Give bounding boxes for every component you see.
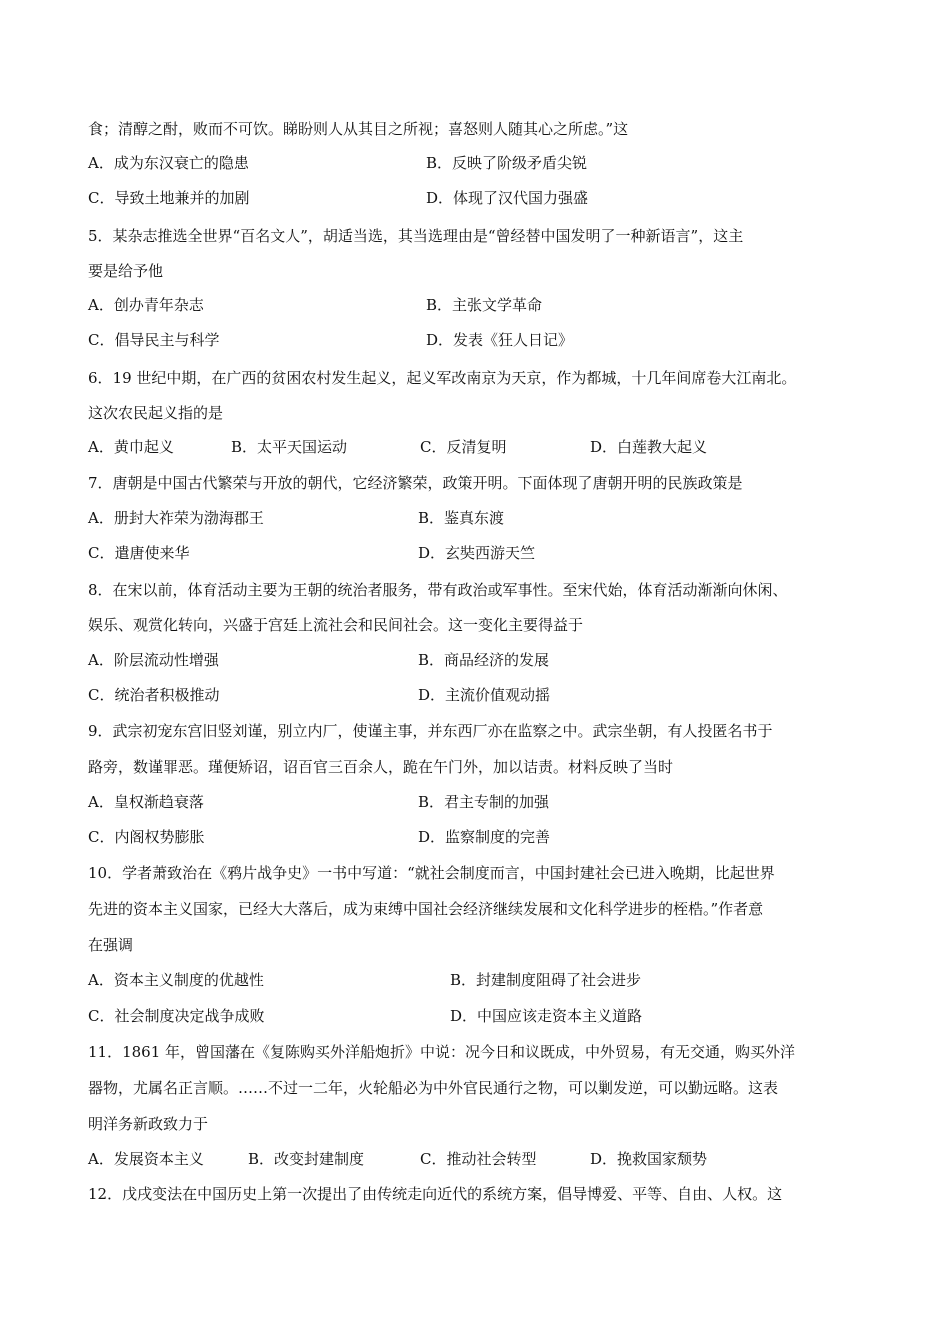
q6-stem-line1: 6．19 世纪中期，在广西的贫困农村发生起义，起义军改南京为天京，作为都城，十几年间席卷大江南北。 bbox=[88, 369, 797, 387]
q4-stem-continuation: 食；清醇之酎，败而不可饮。睇盼则人从其目之所视；喜怒则人随其心之所虑。”这 bbox=[88, 120, 629, 138]
q4-option-c: C．导致土地兼并的加剧 bbox=[88, 189, 250, 207]
q9-option-b: B．君主专制的加强 bbox=[418, 793, 550, 811]
q6-option-a: A．黄巾起义 bbox=[88, 438, 174, 456]
q5-option-a: A．创办青年杂志 bbox=[88, 296, 204, 314]
q9-option-c: C．内阁权势膨胀 bbox=[88, 828, 205, 846]
q11-option-c: C．推动社会转型 bbox=[420, 1150, 537, 1168]
q5-option-b: B．主张文学革命 bbox=[426, 296, 543, 314]
q6-stem-line2: 这次农民起义指的是 bbox=[88, 404, 224, 422]
q5-stem-line2: 要是给予他 bbox=[88, 262, 164, 280]
q8-stem-line1: 8．在宋以前，体育活动主要为王朝的统治者服务，带有政治或军事性。至宋代始，体育活动渐渐向休闲、 bbox=[88, 581, 788, 599]
q12-stem-line1: 12．戊戌变法在中国历史上第一次提出了由传统走向近代的系统方案，倡导博爱、平等、自由、人权。这 bbox=[88, 1185, 783, 1203]
q9-stem-line1: 9．武宗初宠东宫旧竖刘谨，别立内厂，使谨主事，并东西厂亦在监察之中。武宗坐朝，有人投匿名书于 bbox=[88, 722, 773, 740]
q8-option-d: D．主流价值观动摇 bbox=[418, 686, 551, 704]
q7-option-a: A．册封大祚荣为渤海郡王 bbox=[88, 509, 264, 527]
q10-stem-line1: 10．学者萧致治在《鸦片战争史》一书中写道：“就社会制度而言，中国封建社会已进入晚期，比起世界 bbox=[88, 864, 775, 882]
q10-option-a: A．资本主义制度的优越性 bbox=[88, 971, 264, 989]
q7-option-d: D．玄奘西游天竺 bbox=[418, 544, 536, 562]
q6-option-d: D．白莲教大起义 bbox=[590, 438, 708, 456]
q10-option-b: B．封建制度阻碍了社会进步 bbox=[450, 971, 642, 989]
q5-option-c: C．倡导民主与科学 bbox=[88, 331, 220, 349]
q6-option-c: C．反清复明 bbox=[420, 438, 507, 456]
q8-stem-line2: 娱乐、观赏化转向，兴盛于宫廷上流社会和民间社会。这一变化主要得益于 bbox=[88, 616, 584, 634]
q11-option-b: B．改变封建制度 bbox=[248, 1150, 365, 1168]
q10-stem-line2: 先进的资本主义国家，已经大大落后，成为束缚中国社会经济继续发展和文化科学进步的桎梏。”作者意 bbox=[88, 900, 764, 918]
q11-stem-line2: 器物，尤属名正言顺。……不过一二年，火轮船必为中外官民通行之物，可以剿发逆，可以勤远略。这表 bbox=[88, 1079, 779, 1097]
q8-option-c: C．统治者积极推动 bbox=[88, 686, 220, 704]
q5-option-d: D．发表《狂人日记》 bbox=[426, 331, 574, 349]
q4-option-a: A．成为东汉衰亡的隐患 bbox=[88, 154, 249, 172]
q6-option-b: B．太平天国运动 bbox=[231, 438, 348, 456]
q9-stem-line2: 路旁，数谨罪恶。瑾便矫诏，诏百官三百余人，跪在午门外，加以诘责。材料反映了当时 bbox=[88, 758, 674, 776]
q11-stem-line1: 11．1861 年，曾国藩在《复陈购买外洋船炮折》中说：况今日和议既成，中外贸易，有无交通，购买外洋 bbox=[88, 1043, 796, 1061]
q10-option-d: D．中国应该走资本主义道路 bbox=[450, 1007, 643, 1025]
q5-stem-line1: 5．某杂志推选全世界“百名文人”，胡适当选，其当选理由是“曾经替中国发明了一种新语言”，这主 bbox=[88, 227, 744, 245]
q4-option-d: D．体现了汉代国力强盛 bbox=[426, 189, 589, 207]
q10-stem-line3: 在强调 bbox=[88, 936, 134, 954]
q9-option-a: A．皇权渐趋衰落 bbox=[88, 793, 204, 811]
q8-option-a: A．阶层流动性增强 bbox=[88, 651, 219, 669]
q9-option-d: D．监察制度的完善 bbox=[418, 828, 551, 846]
q7-stem-line1: 7．唐朝是中国古代繁荣与开放的朝代，它经济繁荣，政策开明。下面体现了唐朝开明的民族政策是 bbox=[88, 474, 743, 492]
q11-stem-line3: 明洋务新政致力于 bbox=[88, 1115, 209, 1133]
q7-option-c: C．遣唐使来华 bbox=[88, 544, 190, 562]
q4-option-b: B．反映了阶级矛盾尖锐 bbox=[426, 154, 588, 172]
q7-option-b: B．鉴真东渡 bbox=[418, 509, 505, 527]
q8-option-b: B．商品经济的发展 bbox=[418, 651, 550, 669]
q10-option-c: C．社会制度决定战争成败 bbox=[88, 1007, 265, 1025]
q11-option-d: D．挽救国家颓势 bbox=[590, 1150, 708, 1168]
q11-option-a: A．发展资本主义 bbox=[88, 1150, 204, 1168]
